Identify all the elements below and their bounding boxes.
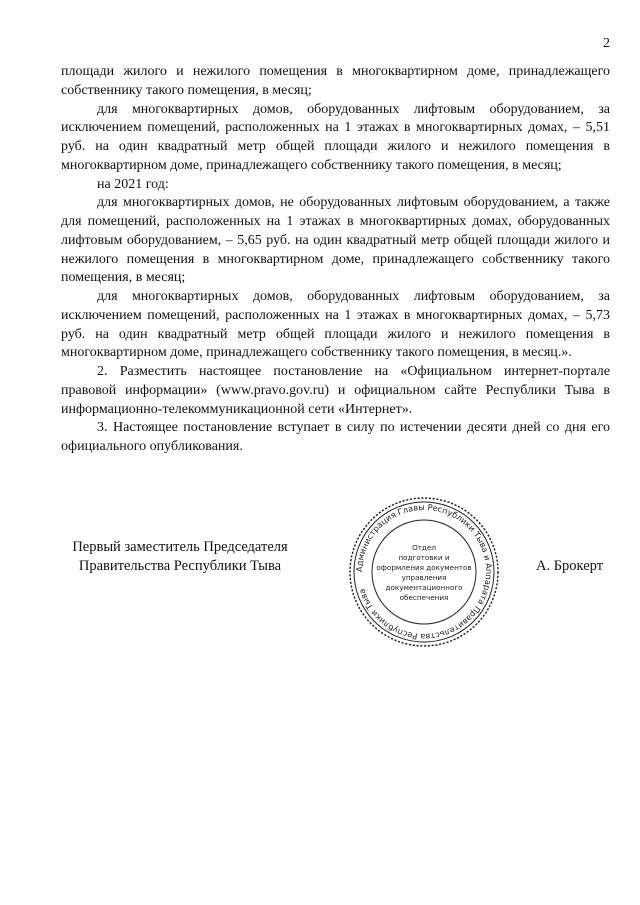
stamp-center-line: обеспечения	[399, 593, 449, 602]
paragraph: для многоквартирных домов, оборудованных лифтовым оборудованием, за исключением помещений, расположенных на 1 этажах в многоквартирных домах, – 5,51 руб. на один квадратный метр общей площади жилого и нежилого помещения в многоквартирном доме, принадлежащего собственнику такого помещения, в месяц;	[61, 101, 610, 173]
signature-name: А. Брокерт	[536, 558, 604, 574]
page-number: 2	[603, 36, 610, 51]
signature-position	[60, 538, 300, 576]
paragraph: для многоквартирных домов, оборудованных лифтовым оборудованием, за исключением помещений, расположенных на 1 этажах в многоквартирных домах, – 5,73 руб. на один квадратный метр общей площади жилого и нежилого помещения в многоквартирном доме, принадлежащего собственнику такого помещения, в месяц.».	[61, 289, 610, 361]
document-body	[61, 63, 610, 457]
signature-position-line: Первый заместитель Председателя	[72, 539, 288, 555]
paragraph: на 2021 год:	[97, 176, 169, 192]
stamp-center-line: документационного	[385, 583, 463, 592]
stamp-center-line: Отдел	[412, 543, 436, 552]
stamp-seal-graphic	[347, 495, 501, 649]
stamp-center-line: подготовки и	[398, 553, 450, 562]
stamp-seal	[347, 495, 501, 649]
signature-position-line: Правительства Республики Тыва	[78, 558, 282, 574]
stamp-ring-text: Администрация Главы Республики Тыва и Аппарата Правительства Республики Тыва	[353, 501, 495, 643]
stamp-center-line: управления	[401, 573, 447, 582]
paragraph: 2. Разместить настоящее постановление на «Официальном интернет-портале правовой информации» (www.pravo.gov.ru) и официальном сайте Республики Тыва в информационно-телекоммуникационной сети «Интернет».	[61, 364, 610, 417]
paragraph: 3. Настоящее постановление вступает в силу по истечении десяти дней со дня его официального опубликования.	[61, 420, 610, 454]
stamp-center-line: оформления документов	[376, 563, 472, 572]
paragraph: площади жилого и нежилого помещения в многоквартирном доме, принадлежащего собственнику такого помещения, в месяц;	[61, 64, 610, 98]
paragraph: для многоквартирных домов, не оборудованных лифтовым оборудованием, а также для помещений, расположенных на 1 этажах в многоквартирных домах, оборудованных лифтовым оборудованием, – 5,65 руб. на один квадратный метр общей площади жилого и нежилого помещения в многоквартирном доме, принадлежащего собственнику такого помещения, в месяц;	[61, 195, 610, 286]
